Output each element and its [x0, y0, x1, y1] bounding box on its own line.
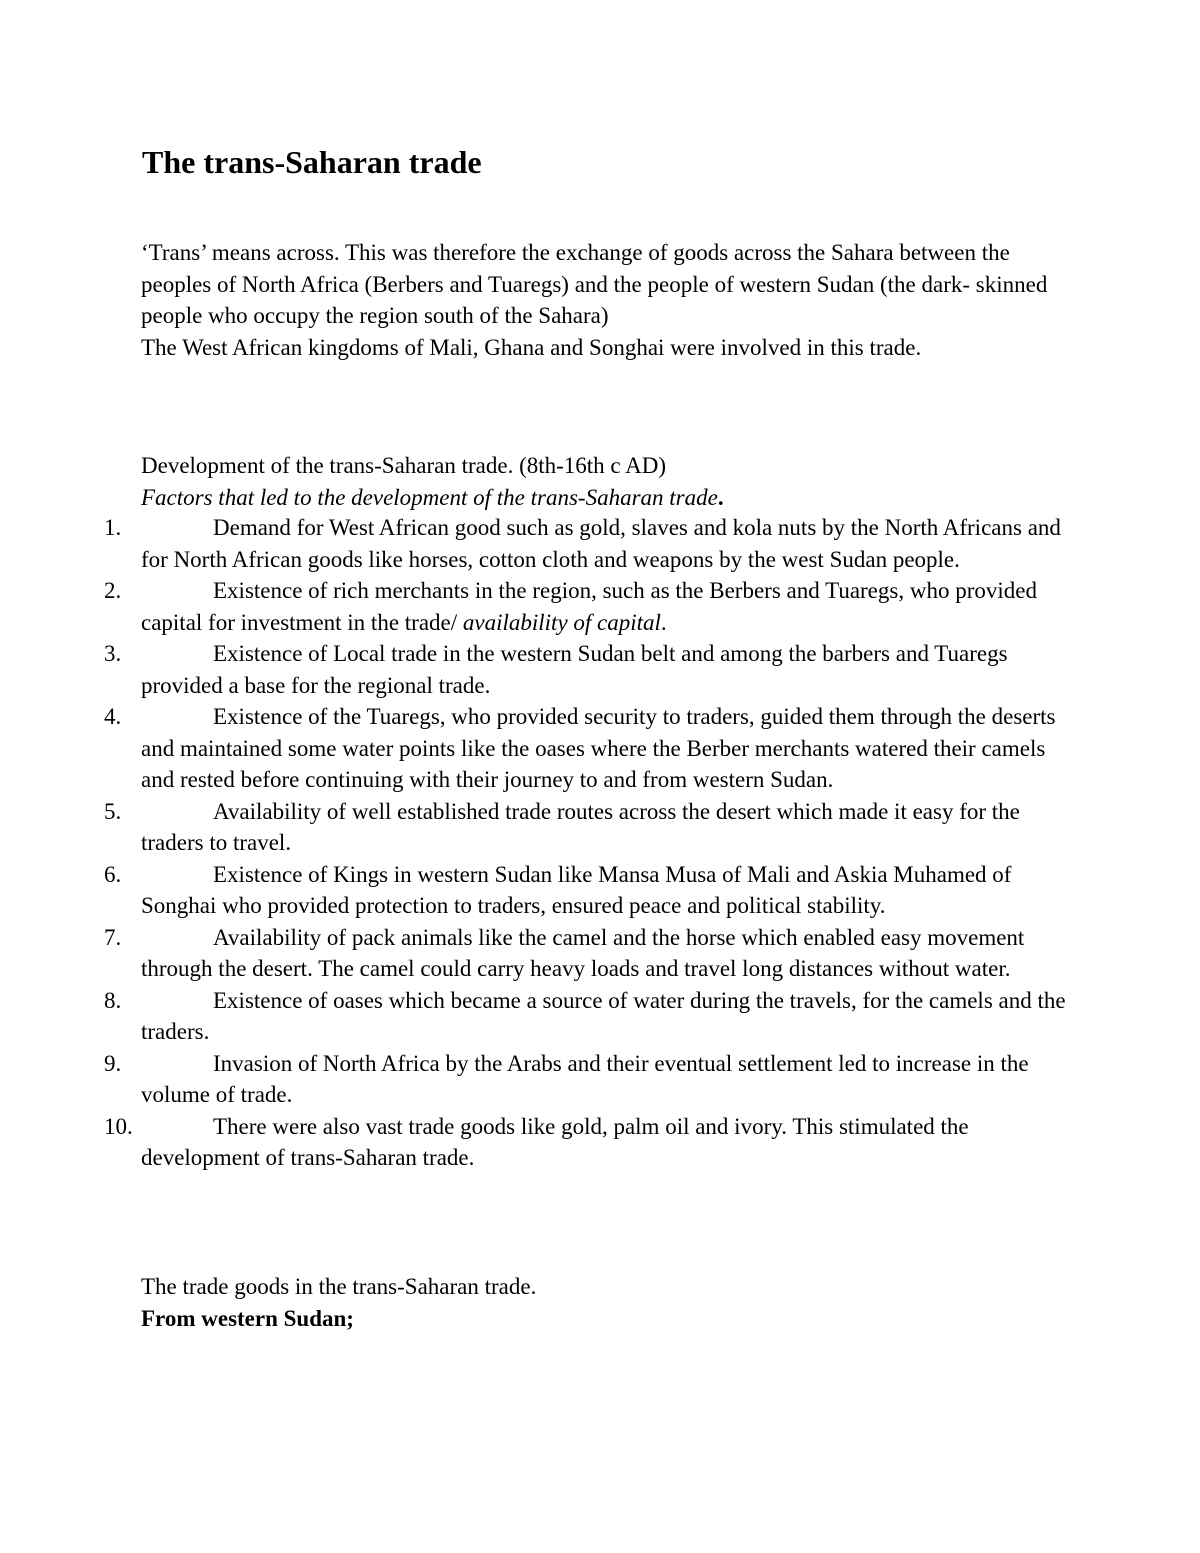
list-item [0, 638, 1080, 701]
list-item-number: 10. [104, 1113, 133, 1139]
list-item-number: 5. [104, 798, 122, 824]
list-item [0, 859, 1080, 922]
list-item-text: There were also vast trade goods like gold, palm oil and ivory. This stimulated the development of trans-Saharan trade. [141, 1113, 969, 1170]
list-item-number: 2. [104, 578, 122, 603]
list-item [0, 922, 1080, 985]
trade-goods-heading: The trade goods in the trans-Saharan trade. [141, 1274, 537, 1299]
development-heading: Development of the trans-Saharan trade. (8th-16th c AD) [141, 453, 666, 478]
trade-goods-section [141, 1271, 1071, 1334]
list-item [0, 1048, 1080, 1111]
list-item-italic-text: availability of capital [462, 609, 661, 635]
list-item [0, 796, 1080, 859]
list-item-number: 9. [104, 1050, 122, 1076]
list-item [0, 985, 1080, 1048]
list-item [0, 701, 1080, 796]
from-western-sudan-heading: From western Sudan; [141, 1305, 354, 1331]
list-item-text: Demand for West African good such as gold, slaves and kola nuts by the North Africans and for North African goods like horses, cotton cloth and weapons by the west Sudan people. [141, 515, 1061, 572]
list-item-text: Existence of Local trade in the western Sudan belt and among the barbers and Tuaregs provided a base for the regional trade. [141, 641, 1008, 698]
factors-heading [141, 482, 1071, 514]
intro-paragraph: The West African kingdoms of Mali, Ghana and Songhai were involved in this trade. [141, 334, 922, 360]
factors-heading-text: Factors that led to the development of the trans-Saharan trade [141, 484, 718, 510]
list-item-text: Existence of rich merchants in the region, such as the Berbers and Tuaregs, who provided capital for investment in the trade/ [141, 578, 1037, 635]
list-item-text: Invasion of North Africa by the Arabs and their eventual settlement led to increase in the volume of trade. [141, 1050, 1029, 1107]
list-item-number: 8. [104, 987, 122, 1013]
factors-list [0, 512, 1080, 1174]
list-item-text: Existence of Kings in western Sudan like Mansa Musa of Mali and Askia Muhamed of Songhai who provided protection to traders, ensured peace and political stability. [141, 861, 1012, 918]
list-item-text: Availability of well established trade routes across the desert which made it easy for the traders to travel. [141, 798, 1020, 855]
development-section [141, 450, 1071, 513]
list-item-number: 3. [104, 641, 122, 666]
factors-heading-period: . [717, 484, 724, 510]
list-item-text: Existence of the Tuaregs, who provided security to traders, guided them through the deserts and maintained some water points like the oases where the Berber merchants watered their camels and rested before continuing with their journey to and from western Sudan. [141, 704, 1056, 792]
list-item-number: 4. [104, 704, 122, 729]
list-item [0, 1111, 1080, 1174]
list-item-number: 6. [104, 861, 122, 887]
list-item-number: 7. [104, 924, 122, 950]
list-item-text: Existence of oases which became a source of water during the travels, for the camels and the traders. [141, 987, 1066, 1044]
list-item-number: 1. [104, 515, 122, 540]
list-item-text: Availability of pack animals like the camel and the horse which enabled easy movement through the desert. The camel could carry heavy loads and travel long distances without water. [141, 924, 1025, 981]
list-item-period: . [660, 609, 667, 635]
page-title: The trans-Saharan trade [142, 144, 482, 180]
intro-section [141, 237, 1071, 363]
intro-paragraph: ‘Trans’ means across. This was therefore the exchange of goods across the Sahara between the peoples of North Africa (Berbers and Tuaregs) and the people of western Sudan (the dark- skinned people who occupy the region south of the Sahara) [141, 240, 1048, 328]
list-item [0, 512, 1080, 575]
list-item [0, 575, 1080, 638]
